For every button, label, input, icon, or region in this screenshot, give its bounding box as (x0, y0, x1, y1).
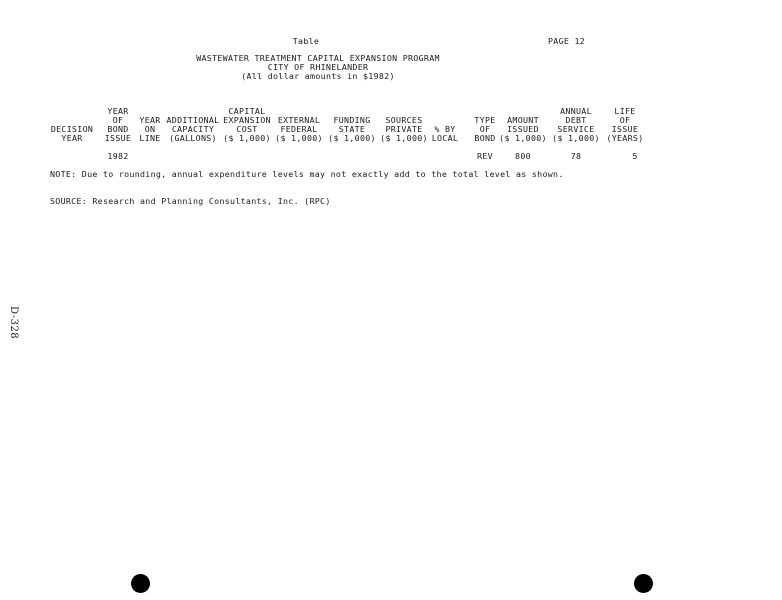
title-line-3: (All dollar amounts in $1982) (241, 71, 395, 81)
cell-year-of-bond-issue: 1982 (107, 151, 129, 161)
table-note: NOTE: Due to rounding, annual expenditure levels may not exactly add to the total level as shown. (50, 169, 564, 179)
col-header-type-of-bond: TYPE OF BOND (474, 115, 496, 143)
table-source: SOURCE: Research and Planning Consultants, Inc. (RPC) (50, 196, 331, 206)
col-header-funding-state: FUNDING STATE ($ 1,000) (328, 115, 376, 143)
table-label: Table (292, 36, 320, 46)
page-number: PAGE 12 (548, 36, 586, 46)
punch-hole-right (634, 574, 653, 593)
col-header-amount-issued: AMOUNT ISSUED ($ 1,000) (499, 115, 547, 143)
col-header-additional-capacity: ADDITIONAL CAPACITY (GALLONS) (166, 115, 220, 143)
col-header-decision-year: DECISION YEAR (50, 124, 94, 143)
punch-hole-left (131, 574, 150, 593)
cell-amount-issued: 800 (515, 151, 531, 161)
title-line-1: WASTEWATER TREATMENT CAPITAL EXPANSION PROGRAM (196, 53, 440, 63)
title-line-2: CITY OF RHINELANDER (267, 62, 369, 72)
table-title (0, 54, 636, 81)
cell-life-of-issue: 5 (632, 151, 638, 161)
col-header-pct-by-local: % BY LOCAL (431, 124, 459, 143)
col-header-external-federal: EXTERNAL FEDERAL ($ 1,000) (275, 115, 323, 143)
col-header-sources-private: SOURCES PRIVATE ($ 1,000) (380, 115, 428, 143)
col-header-annual-debt-service: ANNUAL DEBT SERVICE ($ 1,000) (552, 106, 600, 143)
side-page-code: D-328 (8, 306, 19, 340)
col-header-capital-expansion-cost: CAPITAL EXPANSION COST ($ 1,000) (223, 106, 271, 143)
col-header-life-of-issue: LIFE OF ISSUE (YEARS) (606, 106, 644, 143)
col-header-year-on-line: YEAR ON LINE (139, 115, 161, 143)
cell-type-of-bond: REV (477, 151, 493, 161)
cell-annual-debt-service: 78 (570, 151, 582, 161)
col-header-year-of-bond-issue: YEAR OF BOND ISSUE (104, 106, 132, 143)
